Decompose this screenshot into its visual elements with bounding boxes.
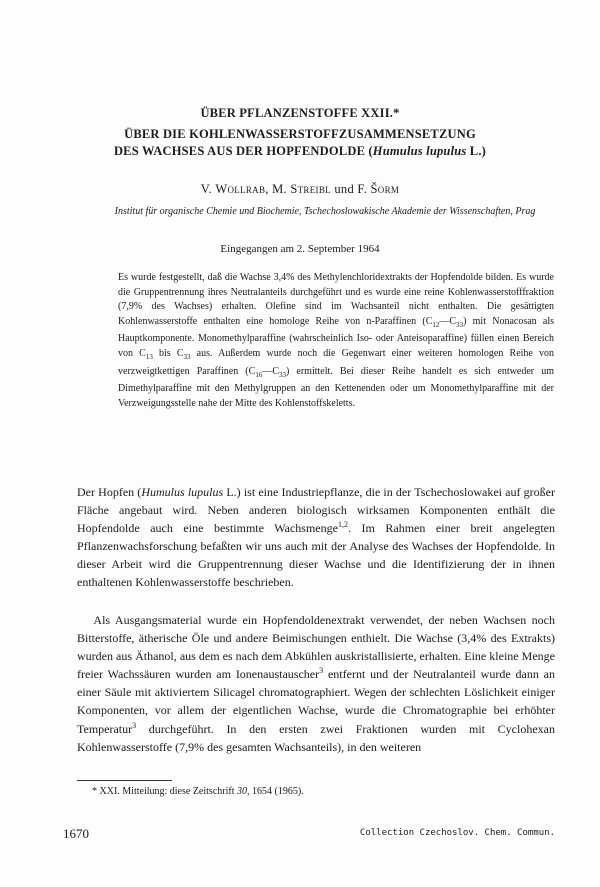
footnote-divider (77, 780, 172, 781)
abstract: Es wurde festgestellt, daß die Wachse 3,4% des Methylenchloridextrakts der Hopfendolde bilden. Es wurde die Gruppentrennung ihres Neutralanteils durchgeführt und es wurde eine reine Kohlenwasserstofffraktion (7,9% des Wachses) erhalten. Olefine sind im Wachsanteil nicht enthalten. Die gesättigten Kohlenwasserstoffe enthalten eine homologe Reihe von n-Paraffinen $(C_{12}—C_{33})$ mit Nonacosan als Hauptkomponente. Monomethylparaffine (wahrscheinlich Iso- oder Anteisoparaffine) füllen einen Bereich von $C_{13}$ bis $C_{33}$ aus. Außerdem wurde noch die Gegenwart einer weiteren homologen Reihe von verzweigtkettigen Paraffinen $(C_{16}—C_{33})$ ermittelt. Bei dieser Reihe handelt es sich entweder um Dimethylparaffine mit den Methylgruppen an den Kettenenden oder um Monomethylparaffine mit der Verzweigungsstelle nahe der Mitte des Kohlenstoffskeletts. (118, 272, 555, 409)
reference-marker: 3 (319, 666, 324, 676)
footnote: * XXI. Mitteilung: diese Zeitschrift 30, 1654 (1965). (92, 786, 304, 797)
page-number: 1670 (63, 826, 89, 841)
species-name: Humulus lupulus (372, 144, 467, 158)
author-list: V. Wollrab, M. Streibl und F. Šorm (200, 182, 400, 196)
journal-name: Collection Czechoslov. Chem. Commun. (359, 828, 555, 838)
article-title-line-2: ÜBER DIE KOHLENWASSERSTOFFZUSAMMENSETZUNG (124, 127, 476, 141)
body-paragraph-1: Der Hopfen (Humulus lupulus L.) ist eine Industriepflanze, die in der Tschechoslowakei auf großer Fläche angebaut wird. Neben anderen biologisch wirksamen Komponenten enthält die Hopfendolde auch eine bestimmte Wachsmenge$^{1,2}$. Im Rahmen einer breit angelegten Pflanzenwachsforschung befaßten wir uns auch mit der Analyse des Wachses der Hopfendolde. In dieser Arbeit wird die Gruppentrennung dieser Wachse und die Identifizierung der in ihnen enthaltenen Kohlenwasserstoffe beschrieben. (77, 485, 555, 590)
body-paragraph-2: Als Ausgangsmaterial wurde ein Hopfendoldenextrakt verwendet, der neben Wachsen noch Bitterstoffe, ätherische Öle und andere Beimischungen enthielt. Die Wachse (3,4% des Extrakts) wurden aus Äthanol, aus dem es nach dem Abkühlen auskristallisierte, erhalten. Eine kleine Menge freier Wachssäuren wurden am Ionenaustauscher$^3$ entfernt und der Neutralanteil wurde dann an einer Säule mit aktiviertem Silicagel chromatographiert. Wegen der schlechten Löslichkeit einiger Komponenten, vor allem der eigentlichen Wachse, wurde die Chromatographie bei erhöhter Temperatur$^3$ durchgeführt. In den ersten zwei Fraktionen wurden mit Cyclohexan Kohlenwasserstoffe (7,9% des gesamten Wachsanteils), in den weiteren (77, 613, 556, 754)
article-title-line-1: ÜBER PFLANZENSTOFFE XXII.* (200, 106, 400, 120)
article-title-line-3: DES WACHSES AUS DER HOPFENDOLDE (Humulus lupulus L.) (113, 144, 487, 158)
reference-marker: 3 (132, 720, 137, 730)
reference-marker: 1,2 (337, 520, 348, 530)
institute-affiliation: Institut für organische Chemie und Biochemie, Tschechoslowakische Akademie der Wissenschaften, Prag (114, 206, 536, 217)
author-name: Šorm (370, 182, 400, 196)
author-name: Wollrab (215, 182, 266, 196)
article-title-subtitle (0, 126, 600, 160)
author-name: Streibl (290, 182, 331, 196)
species-name: Humulus lupulus (141, 485, 224, 499)
received-date: Eingegangen am 2. September 1964 (220, 243, 380, 255)
